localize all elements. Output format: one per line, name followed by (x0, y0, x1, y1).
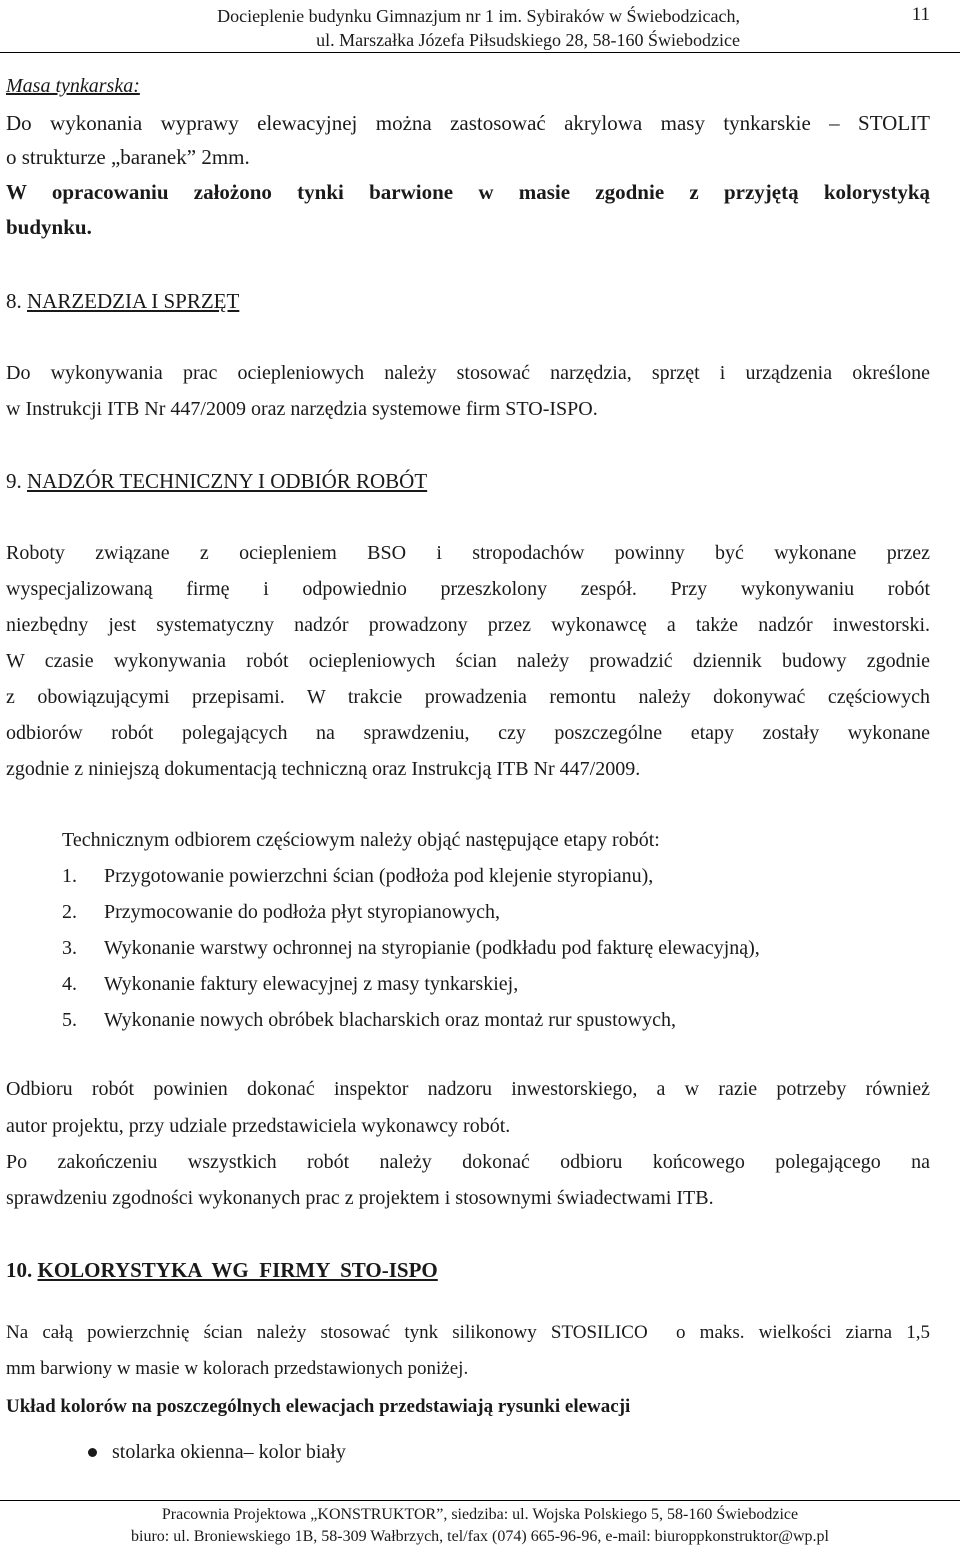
section-8-heading (6, 289, 930, 314)
list-number: 2. (62, 901, 77, 923)
section-9-line-7: zgodnie z niniejszą dokumentacją techniczną oraz Instrukcją ITB Nr 447/2009. (6, 758, 641, 780)
footer-line-2: biuro: ul. Broniewskiego 1B, 58-309 Wałbrzych, tel/fax (074) 665-96-96, e-mail: biuroppkonstruktor@wp.pl (131, 1528, 829, 1545)
list-item: Przygotowanie powierzchni ścian (podłoża pod klejenie styropianu), (104, 865, 654, 887)
list-number: 4. (62, 973, 77, 995)
section-9-line-6: odbiorów robót polegających na sprawdzeniu, czy poszczególne etapy zostały wykonane (6, 722, 930, 744)
odbior-line-2: autor projektu, przy udziale przedstawiciela wykonawcy robót. (6, 1115, 511, 1137)
masa-p1-line-2: o strukturze „baranek” 2mm. (6, 145, 250, 169)
section-10-heading (6, 1258, 930, 1283)
list-item: Przymocowanie do podłoża płyt styropianowych, (104, 901, 501, 923)
section-9-line-3: niezbędny jest systematyczny nadzór prowadzony przez wykonawcę a także nadzór inwestorski. (6, 614, 930, 636)
list-number: 5. (62, 1009, 77, 1031)
section-8-number: 8. (6, 289, 22, 313)
section-9-title: NADZÓR TECHNICZNY I ODBIÓR ROBÓT (27, 469, 428, 493)
masa-heading: Masa tynkarska: (6, 75, 140, 97)
header-line-1: Docieplenie budynku Gimnazjum nr 1 im. Sybiraków w Świebodzicach, (217, 6, 740, 26)
page-footer (0, 1500, 960, 1545)
section-10-bold-line: Układ kolorów na poszczególnych elewacjach przedstawiają rysunki elewacji (6, 1396, 631, 1417)
bullet-dot-icon (88, 1448, 97, 1457)
section-9-number: 9. (6, 469, 22, 493)
masa-p1-line-1: Do wykonania wyprawy elewacyjnej można zastosować akrylowa masy tynkarskie – STOLIT (6, 111, 930, 135)
section-9-line-4: W czasie wykonywania robót ociepleniowych ścian należy prowadzić dziennik budowy zgodnie (6, 650, 930, 672)
footer-line-1: Pracownia Projektowa „KONSTRUKTOR”, siedziba: ul. Wojska Polskiego 5, 58-160 Świebodzice (161, 1506, 799, 1523)
header-address (217, 4, 740, 52)
odbior-line-1: Odbioru robót powinien dokonać inspektor nadzoru inwestorskiego, a w razie potrzeby również (6, 1078, 930, 1100)
bullet-item: stolarka okienna– kolor biały (112, 1441, 346, 1463)
list-number: 3. (62, 937, 77, 959)
section-9-heading (6, 469, 930, 494)
section-9-line-2: wyspecjalizowaną firmę i odpowiednio przeszkolony zespół. Przy wykonywaniu robót (6, 578, 930, 600)
page-header (0, 2, 960, 53)
section-10-line-2: mm barwiony w masie w kolorach przedstawionych poniżej. (6, 1358, 469, 1379)
list-intro: Technicznym odbiorem częściowym należy objąć następujące etapy robót: (62, 829, 660, 851)
masa-p2-line-2: budynku. (6, 215, 92, 239)
section-10-line-1: Na całą powierzchnię ścian należy stosować tynk silikonowy STOSILICO o maks. wielkości ziarna 1,5 (6, 1322, 930, 1343)
section-8-line-2: w Instrukcji ITB Nr 447/2009 oraz narzędzia systemowe firm STO-ISPO. (6, 398, 598, 420)
list-number: 1. (62, 865, 77, 887)
section-10-number: 10. (6, 1258, 33, 1282)
section-8-title: NARZEDZIA I SPRZĘT (27, 289, 240, 313)
list-item: Wykonanie nowych obróbek blacharskich oraz montaż rur spustowych, (104, 1009, 676, 1031)
masa-p2-line-1: W opracowaniu założono tynki barwione w masie zgodnie z przyjętą kolorystyką (6, 180, 930, 204)
odbior-line-3: Po zakończeniu wszystkich robót należy dokonać odbioru końcowego polegającego na (6, 1151, 930, 1173)
list-item: Wykonanie faktury elewacyjnej z masy tynkarskiej, (104, 973, 519, 995)
odbior-line-4: sprawdzeniu zgodności wykonanych prac z projektem i stosownymi świadectwami ITB. (6, 1187, 714, 1209)
header-line-2: ul. Marszałka Józefa Piłsudskiego 28, 58-160 Świebodzice (316, 30, 740, 50)
section-8-line-1: Do wykonywania prac ociepleniowych należy stosować narzędzia, sprzęt i urządzenia określone (6, 362, 930, 384)
list-item: Wykonanie warstwy ochronnej na styropianie (podkładu pod fakturę elewacyjną), (104, 937, 760, 959)
section-9-line-1: Roboty związane z ociepleniem BSO i stropodachów powinny być wykonane przez (6, 542, 930, 564)
section-10-title: KOLORYSTYKA WG FIRMY STO-ISPO (37, 1258, 438, 1282)
page-number: 11 (911, 4, 930, 25)
section-9-line-5: z obowiązującymi przepisami. W trakcie prowadzenia remontu należy dokonywać częściowych (6, 686, 930, 708)
